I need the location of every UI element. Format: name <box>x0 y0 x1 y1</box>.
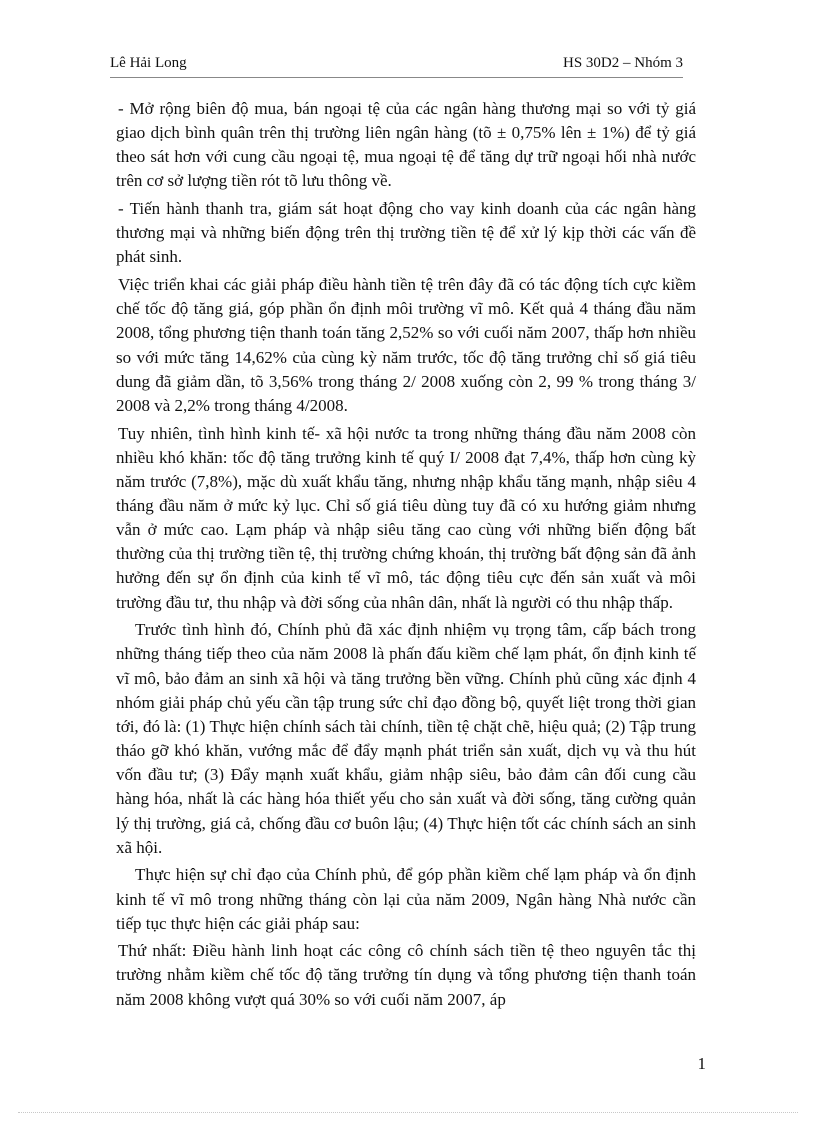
paragraph-government-tasks: Trước tình hình đó, Chính phủ đã xác định nhiệm vụ trọng tâm, cấp bách trong những tháng tiếp theo của năm 2008 là phấn đấu kiềm chế lạm phát, ổn định kinh tế vĩ mô, bảo đảm an sinh xã hội và tăng trưởng bền vững. Chính phủ cũng xác định 4 nhóm giải pháp chủ yếu cần tập trung sức chỉ đạo đồng bộ, quyết liệt trong thời gian tới, đó là: (1) Thực hiện chính sách tài chính, tiền tệ chặt chẽ, hiệu quả; (2) Tập trung tháo gỡ khó khăn, vướng mắc để đẩy mạnh phát triển sản xuất, dịch vụ và thu hút vốn đầu tư; (3) Đẩy mạnh xuất khẩu, giảm nhập siêu, bảo đảm cân đối cung cầu hàng hóa, nhất là các hàng hóa thiết yếu cho sản xuất và đời sống, tăng cường quản lý thị trường, giá cả, chống đầu cơ buôn lậu; (4) Thực hiện tốt các chính sách an sinh xã hội. <box>116 620 696 857</box>
paragraph-exchange-rate-band: - Mở rộng biên độ mua, bán ngoại tệ của các ngân hàng thương mại so với tỷ giá giao dịch bình quân trên thị trường liên ngân hàng (tõ ± 0,75% lên ± 1%) để tỷ giá theo sát hơn với cung cầu ngoại tệ, mua ngoại tệ để tăng dự trữ ngoại hối nhà nước trên cơ sở lượng tiền rót tõ lưu thông về. <box>116 99 696 191</box>
paragraph-difficulties: Tuy nhiên, tình hình kinh tế- xã hội nước ta trong những tháng đầu năm 2008 còn nhiều khó khăn: tốc độ tăng trưởng kinh tế quý I/ 2008 đạt 7,4%, thấp hơn cùng kỳ năm trước (7,8%), mặc dù xuất khẩu tăng, nhưng nhập khẩu tăng mạnh, nhập siêu 4 tháng đầu năm ở mức kỷ lục. Chỉ số giá tiêu dùng tuy đã có xu hướng giảm nhưng vẫn ở mức cao. Lạm pháp và nhập siêu tăng cao cùng với những biến động bất thường của thị trường tiền tệ, thị trường chứng khoán, thị trường bất động sản đã ảnh hưởng đến sự ổn định của kinh tế vĩ mô, tác động tiêu cực đến sản xuất và môi trường đầu tư, thu nhập và đời sống của nhân dân, nhất là người có thu nhập thấp. <box>116 423 696 612</box>
header-class-group: HS 30D2 – Nhóm 3 <box>562 55 683 71</box>
paragraph-results: Việc triển khai các giải pháp điều hành tiền tệ trên đây đã có tác động tích cực kiềm chế tốc độ tăng giá, góp phần ổn định môi trường vĩ mô. Kết quả 4 tháng đầu năm 2008, tổng phương tiện thanh toán tăng 2,52% so với cuối năm 2007, thấp hơn nhiều so với mức tăng 14,62% của cùng kỳ năm trước, tốc độ tăng trưởng chỉ số giá tiêu dung đã giảm dần, tõ 3,56% trong tháng 2/ 2008 xuống còn 2, 99 % trong tháng 3/ 2008 và 2,2% trong tháng 4/2008. <box>116 275 696 415</box>
document-body <box>116 97 696 1015</box>
page-header <box>110 53 683 73</box>
paragraph-inspection: - Tiến hành thanh tra, giám sát hoạt động cho vay kinh doanh của các ngân hàng thương mại và những biến động trên thị trường tiền tệ để xử lý kịp thời các vấn đề phát sinh. <box>116 199 696 267</box>
paragraph-first-solution: Thứ nhất: Điều hành linh hoạt các công cô chính sách tiền tệ theo nguyên tắc thị trường nhằm kiềm chế tốc độ tăng trưởng tín dụng và tổng phương tiện thanh toán năm 2008 không vượt quá 30% so với cuối năm 2007, áp <box>116 941 696 1009</box>
paragraph-state-bank-solutions: Thực hiện sự chỉ đạo của Chính phủ, để góp phần kiềm chế lạm pháp và ổn định kinh tế vĩ mô trong những tháng còn lại của năm 2009, Ngân hàng Nhà nước cần tiếp tục thực hiện các giải pháp sau: <box>116 865 696 933</box>
page-bottom-border <box>18 1112 798 1113</box>
header-author: Lê Hải Long <box>110 55 187 71</box>
header-divider <box>110 77 683 78</box>
page-number: 1 <box>697 1054 706 1073</box>
